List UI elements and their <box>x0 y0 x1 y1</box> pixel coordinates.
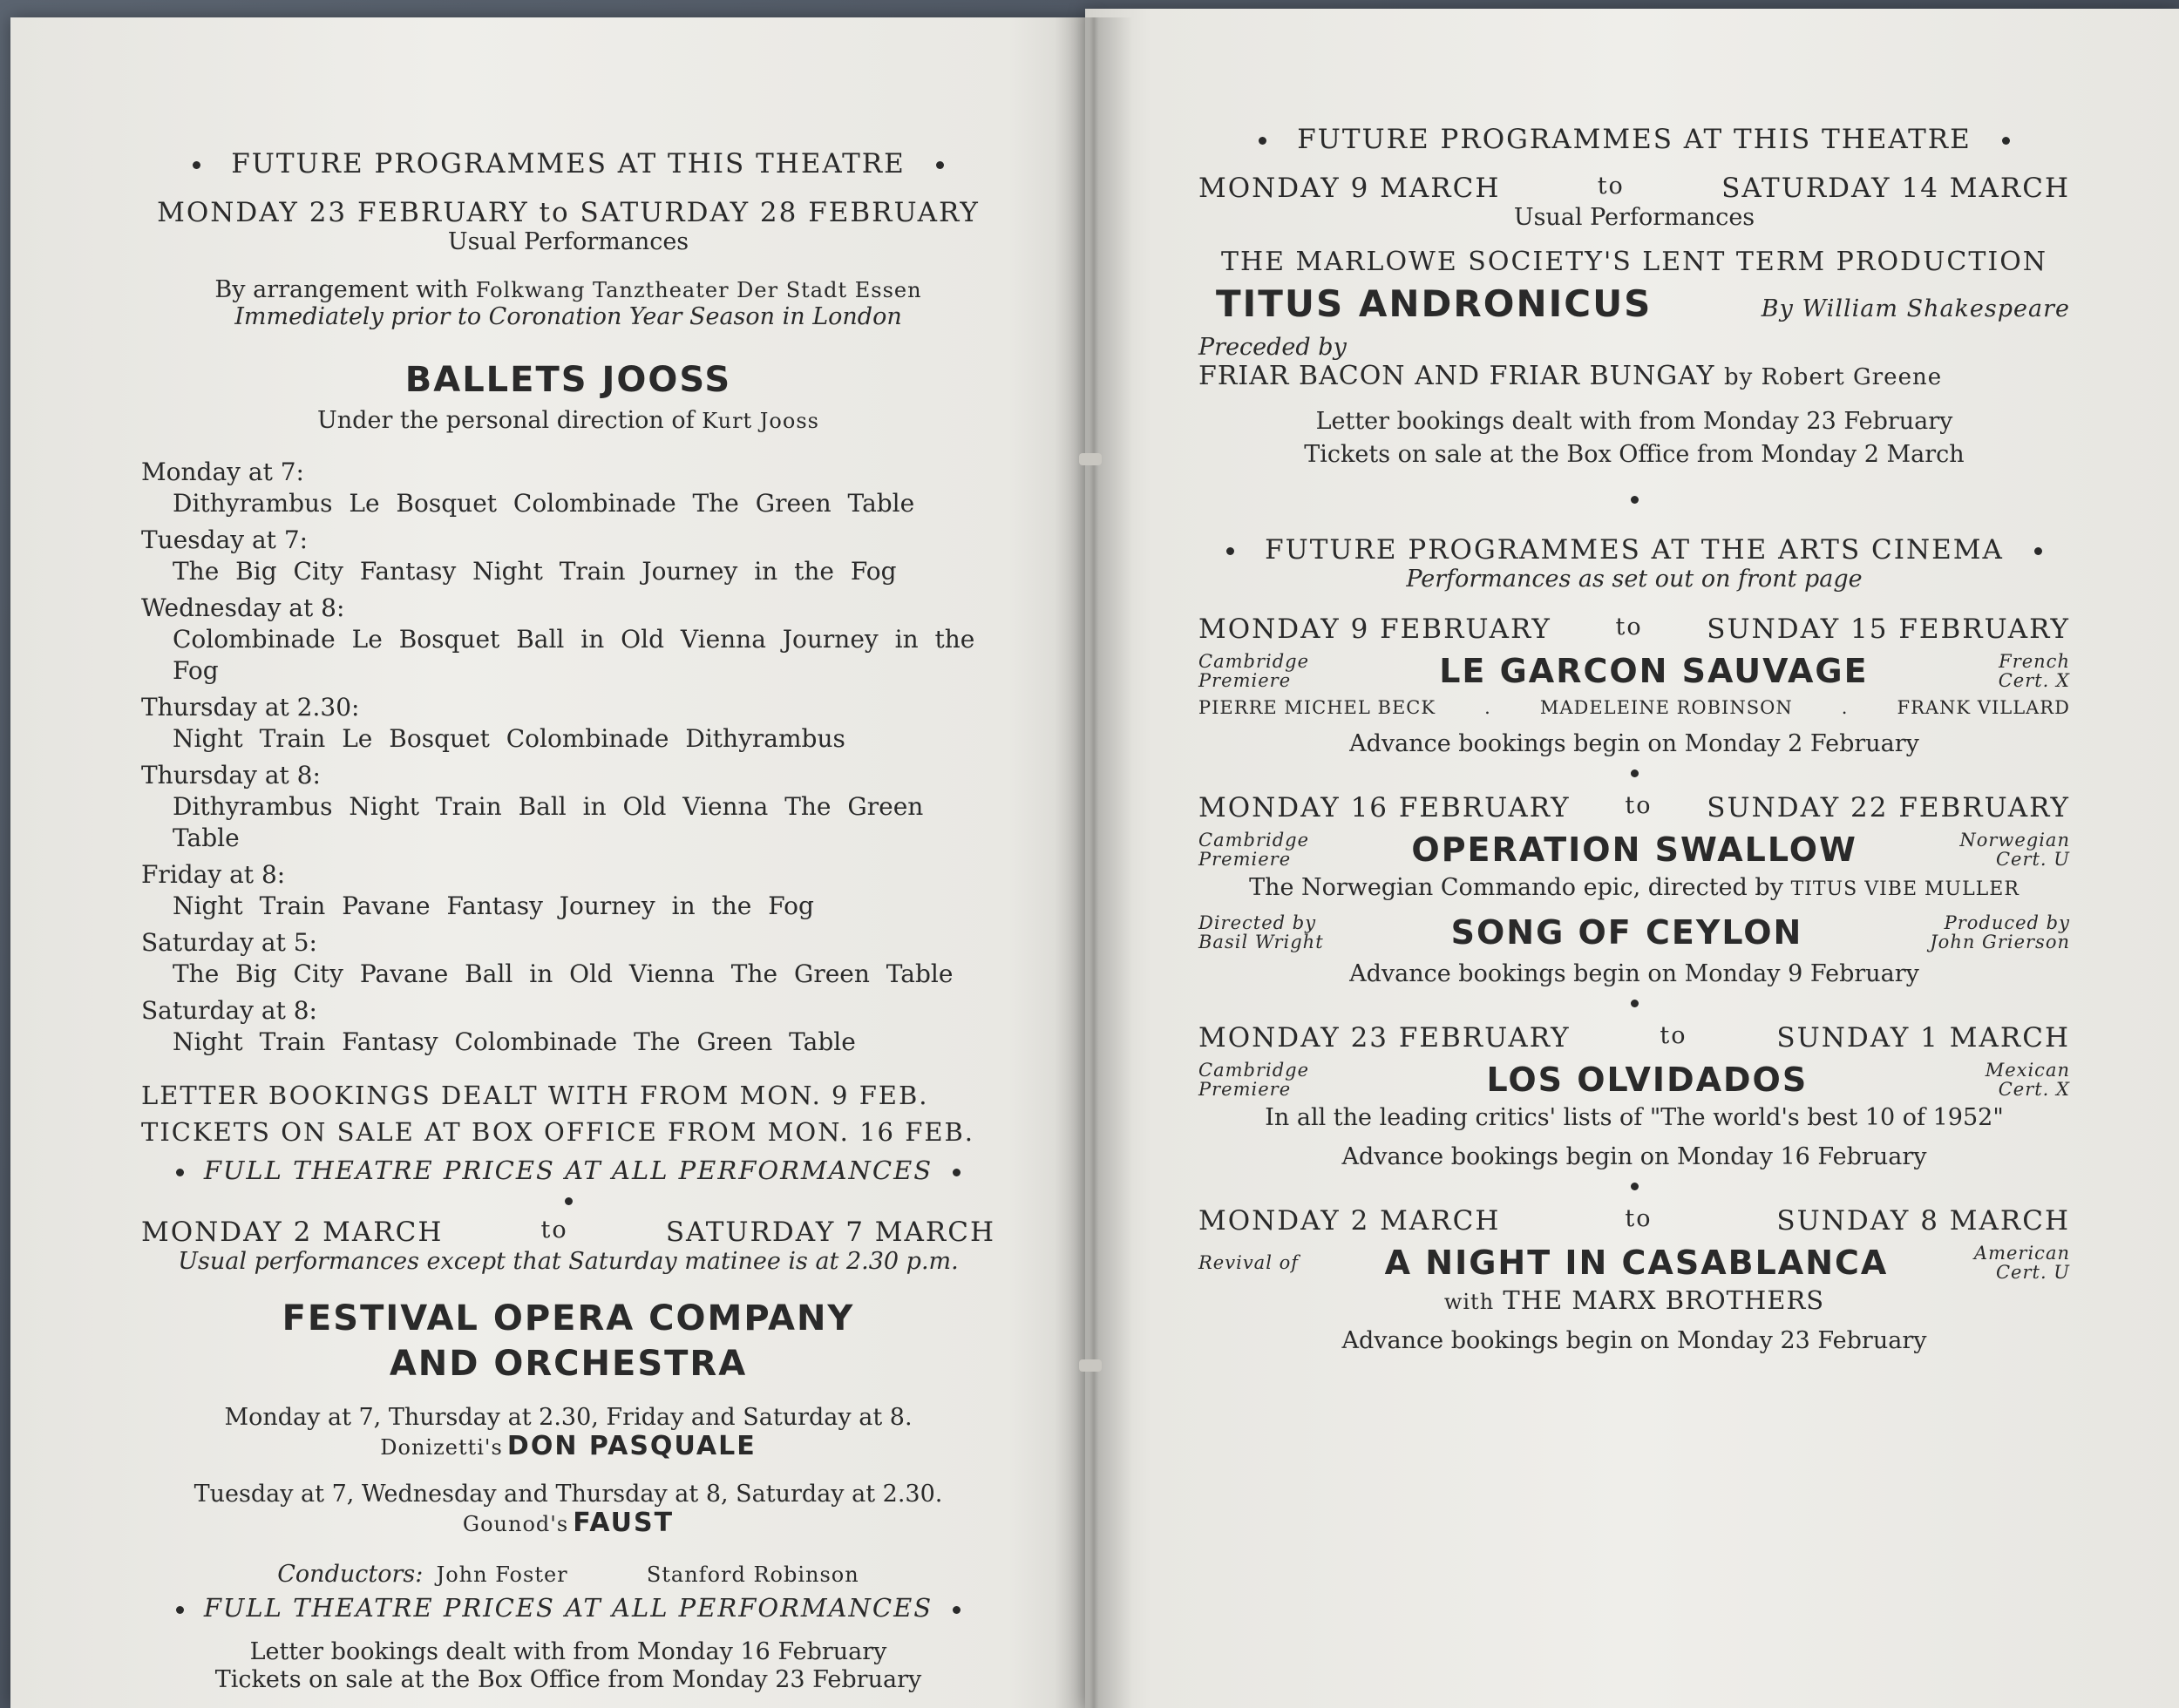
right-header: FUTURE PROGRAMMES AT THIS THEATRE <box>1198 124 2070 155</box>
film-los-olvidados <box>1198 1022 2070 1200</box>
film-title-row <box>1198 1244 2070 1282</box>
film-advance: Advance bookings begin on Monday 16 February <box>1341 1143 1927 1170</box>
performance-item: Thursday at 8: Dithyrambus Night Train Ball in Old Vienna The Green Table <box>141 761 924 852</box>
film-advance: Advance bookings begin on Monday 2 February <box>1349 730 1919 757</box>
ballet-prior: Immediately prior to Coronation Year Season in London <box>234 303 902 330</box>
opera-bookings: Letter bookings dealt with from Monday 16 February Tickets on sale at the Box Office from Monday 23 February <box>214 1638 922 1693</box>
ballet-arrangement: By arrangement with Folkwang Tanztheater Der Stadt Essen <box>214 276 922 303</box>
separator-dot <box>1198 994 2070 1017</box>
performance-item: Friday at 8: Night Train Pavane Fantasy Journey in the Fog <box>141 860 814 920</box>
ballet-usual: Usual Performances <box>447 228 689 255</box>
performance-list <box>141 457 995 1058</box>
film-dates: MONDAY 16 FEBRUARY to SUNDAY 22 FEBRUARY <box>1198 792 2070 824</box>
ballet-bookings: LETTER BOOKINGS DEALT WITH FROM MON. 9 FEB. TICKETS ON SALE AT BOX OFFICE FROM MON. 16 FEB. <box>141 1081 975 1147</box>
film-cert-tag: American Cert. U <box>1973 1243 2070 1283</box>
film-note: The Norwegian Commando epic, directed by TITUS VIBE MULLER <box>1249 874 2019 901</box>
film-premiere-tag: Cambridge Premiere <box>1198 651 1310 691</box>
film-title: OPERATION SWALLOW <box>1411 830 1857 869</box>
bullet-icon <box>193 161 200 169</box>
titus-bookings: Letter bookings dealt with from Monday 23 February Tickets on sale at the Box Office from Monday 2 March <box>1304 408 1965 468</box>
separator-dot <box>1198 1177 2070 1200</box>
titus-title-row <box>1198 282 2070 325</box>
right-page <box>1085 9 2179 1708</box>
bullet-icon <box>2034 547 2042 555</box>
cinema-header: FUTURE PROGRAMMES AT THE ARTS CINEMA <box>1198 534 2070 566</box>
bullet-icon <box>1226 547 1234 555</box>
performance-item: Wednesday at 8: Colombinade Le Bosquet Ball in Old Vienna Journey in the Fog <box>141 593 975 685</box>
film-cert-tag: Mexican Cert. X <box>1985 1060 2070 1100</box>
film-title-row <box>1198 830 2070 869</box>
bullet-icon <box>1631 1000 1639 1007</box>
titus-author: By William Shakespeare <box>1761 295 2070 322</box>
film-title: A NIGHT IN CASABLANCA <box>1384 1244 1889 1282</box>
separator-dot <box>1198 491 2070 513</box>
ballet-prices: FULL THEATRE PRICES AT ALL PERFORMANCES <box>141 1156 995 1185</box>
film-advance: Advance bookings begin on Monday 9 February <box>1349 960 1919 987</box>
ballet-dates: MONDAY 23 FEBRUARY to SATURDAY 28 FEBRUARY <box>157 197 980 228</box>
titus-title: TITUS ANDRONICUS <box>1216 282 1653 325</box>
opera-usual: Usual performances except that Saturday matinee is at 2.30 p.m. <box>178 1248 959 1275</box>
separator-dot <box>1198 764 2070 787</box>
ballet-direction: Under the personal direction of Kurt Jooss <box>317 407 819 434</box>
cinema-subtitle: Performances as set out on front page <box>1406 566 1863 593</box>
film-title-row <box>1198 1061 2070 1099</box>
performance-item: Thursday at 2.30: Night Train Le Bosquet Colombinade Dithyrambus <box>141 693 845 753</box>
opera-schedule-2: Tuesday at 7, Wednesday and Thursday at 8, Saturday at 2.30. <box>193 1481 943 1508</box>
film-premiere-tag: Cambridge Premiere <box>1198 1060 1310 1100</box>
film-dates: MONDAY 9 FEBRUARY to SUNDAY 15 FEBRUARY <box>1198 613 2070 645</box>
film-title: LOS OLVIDADOS <box>1486 1061 1809 1099</box>
left-header <box>141 148 995 180</box>
bullet-icon <box>176 1169 184 1176</box>
film-cert-tag: French Cert. X <box>1998 651 2070 691</box>
film-advance: Advance bookings begin on Monday 23 February <box>1341 1327 1927 1354</box>
bullet-icon <box>953 1169 961 1176</box>
bullet-icon <box>1259 137 1266 145</box>
bullet-icon <box>1631 496 1639 504</box>
performance-item: Tuesday at 7: The Big City Fantasy Night Train Journey in the Fog <box>141 525 897 586</box>
left-page <box>10 17 1096 1708</box>
film-revival-tag: Revival of <box>1198 1252 1300 1273</box>
bullet-icon <box>176 1606 184 1614</box>
bullet-icon <box>953 1606 961 1614</box>
separator-dot <box>141 1192 995 1215</box>
film-title: LE GARCON SAUVAGE <box>1439 652 1869 690</box>
ballet-title: BALLETS JOOSS <box>404 360 732 400</box>
spine-shadow <box>1055 17 1133 1708</box>
second-film-row <box>1198 913 2070 952</box>
film-cast: PIERRE MICHEL BECK . MADELEINE ROBINSON . FRANK VILLARD <box>1198 697 2070 718</box>
film-cert-tag: Norwegian Cert. U <box>1959 830 2070 870</box>
film-with: with THE MARX BROTHERS <box>1443 1285 1825 1315</box>
titus-usual: Usual Performances <box>1513 204 1755 231</box>
opera-prices: FULL THEATRE PRICES AT ALL PERFORMANCES <box>141 1593 995 1623</box>
second-film-director: Directed by Basil Wright <box>1198 912 1324 952</box>
titus-preceded: Preceded by <box>1198 334 1347 361</box>
second-film-producer: Produced by John Grierson <box>1930 912 2070 952</box>
film-premiere-tag: Cambridge Premiere <box>1198 830 1310 870</box>
friar-bacon: FRIAR BACON AND FRIAR BUNGAY by Robert Greene <box>1198 361 1943 391</box>
bullet-icon <box>936 161 944 169</box>
opera-schedule-1: Monday at 7, Thursday at 2.30, Friday and Saturday at 8. <box>224 1404 913 1431</box>
left-column <box>141 17 995 1694</box>
film-dates: MONDAY 23 FEBRUARY to SUNDAY 1 MARCH <box>1198 1022 2070 1054</box>
right-column <box>1198 9 2070 1354</box>
opera-dates: MONDAY 2 MARCH to SATURDAY 7 MARCH <box>141 1217 995 1248</box>
film-title-row <box>1198 652 2070 690</box>
performance-item: Saturday at 5: The Big City Pavane Ball in Old Vienna The Green Table <box>141 928 954 988</box>
film-le-garcon-sauvage <box>1198 613 2070 787</box>
opera-2: Gounod's FAUST <box>462 1508 675 1538</box>
opera-1: Donizetti's DON PASQUALE <box>380 1431 757 1461</box>
opera-title: FESTIVAL OPERA COMPANY AND ORCHESTRA <box>282 1298 855 1384</box>
titus-dates: MONDAY 9 MARCH to SATURDAY 14 MARCH <box>1198 173 2070 204</box>
bullet-icon <box>2002 137 2010 145</box>
bullet-icon <box>1631 1183 1639 1190</box>
performance-item: Monday at 7: Dithyrambus Le Bosquet Colombinade The Green Table <box>141 458 915 518</box>
film-a-night-in-casablanca <box>1198 1205 2070 1354</box>
film-note: In all the leading critics' lists of "The world's best 10 of 1952" <box>1265 1104 2004 1131</box>
left-header-text: FUTURE PROGRAMMES AT THIS THEATRE <box>231 148 906 180</box>
titus-society: THE MARLOWE SOCIETY'S LENT TERM PRODUCTION <box>1220 247 2048 277</box>
staple-bottom <box>1079 1359 1102 1372</box>
conductors: Conductors: John Foster Stanford Robinson <box>277 1561 859 1588</box>
performance-item: Saturday at 8: Night Train Fantasy Colombinade The Green Table <box>141 996 856 1056</box>
bullet-icon <box>565 1197 573 1205</box>
bullet-icon <box>1631 769 1639 777</box>
film-dates: MONDAY 2 MARCH to SUNDAY 8 MARCH <box>1198 1205 2070 1237</box>
second-film-title: SONG OF CEYLON <box>1450 913 1803 952</box>
film-operation-swallow <box>1198 792 2070 1017</box>
staple-top <box>1079 453 1102 465</box>
